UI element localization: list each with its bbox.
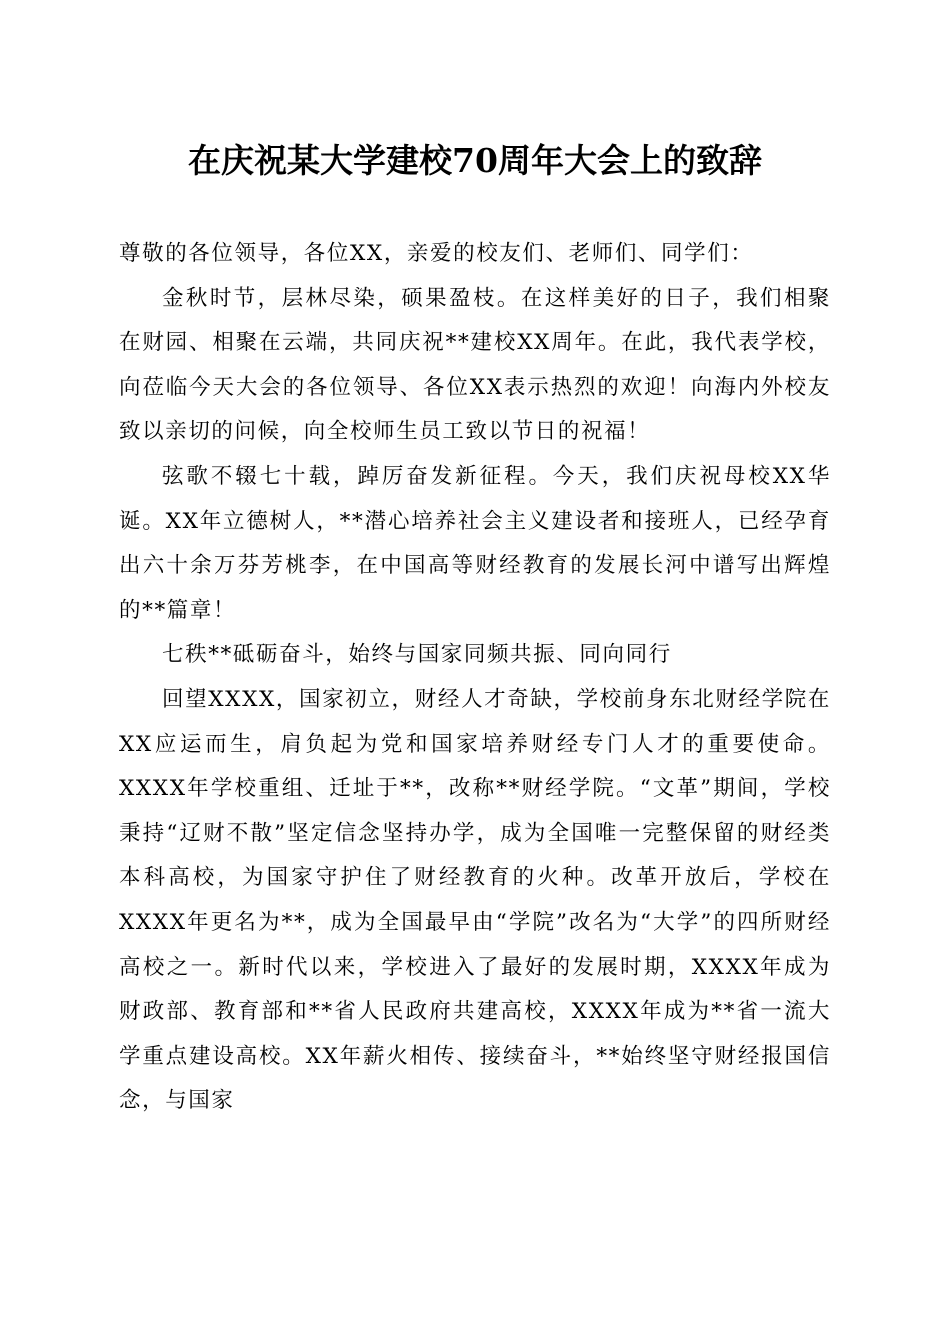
document-title: 在庆祝某大学建校70周年大会上的致辞: [188, 141, 762, 180]
salutation: 尊敬的各位领导，各位XX，亲爱的校友们、老师们、同学们：: [119, 241, 754, 266]
paragraph-anniversary: 弦歌不辍七十载，踔厉奋发新征程。今天，我们庆祝母校XX华诞。XX年立德树人，**潜心培养社会主义建设者和接班人，已经孕育出六十余万芬芳桃李，在中国高等财经教育的发展长河中谱写出辉煌的**篇章！: [119, 463, 831, 623]
section-heading: 七秩**砥砺奋斗，始终与国家同频共振、同向同行: [162, 642, 672, 668]
paragraph-welcome: 金秋时节，层林尽染，硕果盈枝。在这样美好的日子，我们相聚在财园、相聚在云端，共同庆祝**建校XX周年。在此，我代表学校，向莅临今天大会的各位领导、各位XX表示热烈的欢迎！向海内外校友致以亲切的问候，向全校师生员工致以节日的祝福！: [119, 285, 831, 445]
document-body: [119, 232, 831, 1124]
paragraph-history: 回望XXXX，国家初立，财经人才奇缺，学校前身东北财经学院在XX应运而生，肩负起为党和国家培养财经专门人才的重要使命。XXXX年学校重组、迁址于**，改称**财经学院。“文革”期间，学校秉持“辽财不散”坚定信念坚持办学，成为全国唯一完整保留的财经类本科高校，为国家守护住了财经教育的火种。改革开放后，学校在XXXX年更名为**，成为全国最早由“学院”改名为“大学”的四所财经高校之一。新时代以来，学校进入了最好的发展时期，XXXX年成为财政部、教育部和**省人民政府共建高校，XXXX年成为**省一流大学重点建设高校。XX年薪火相传、接续奋斗，**始终坚守财经报国信念，与国家: [119, 686, 831, 1114]
